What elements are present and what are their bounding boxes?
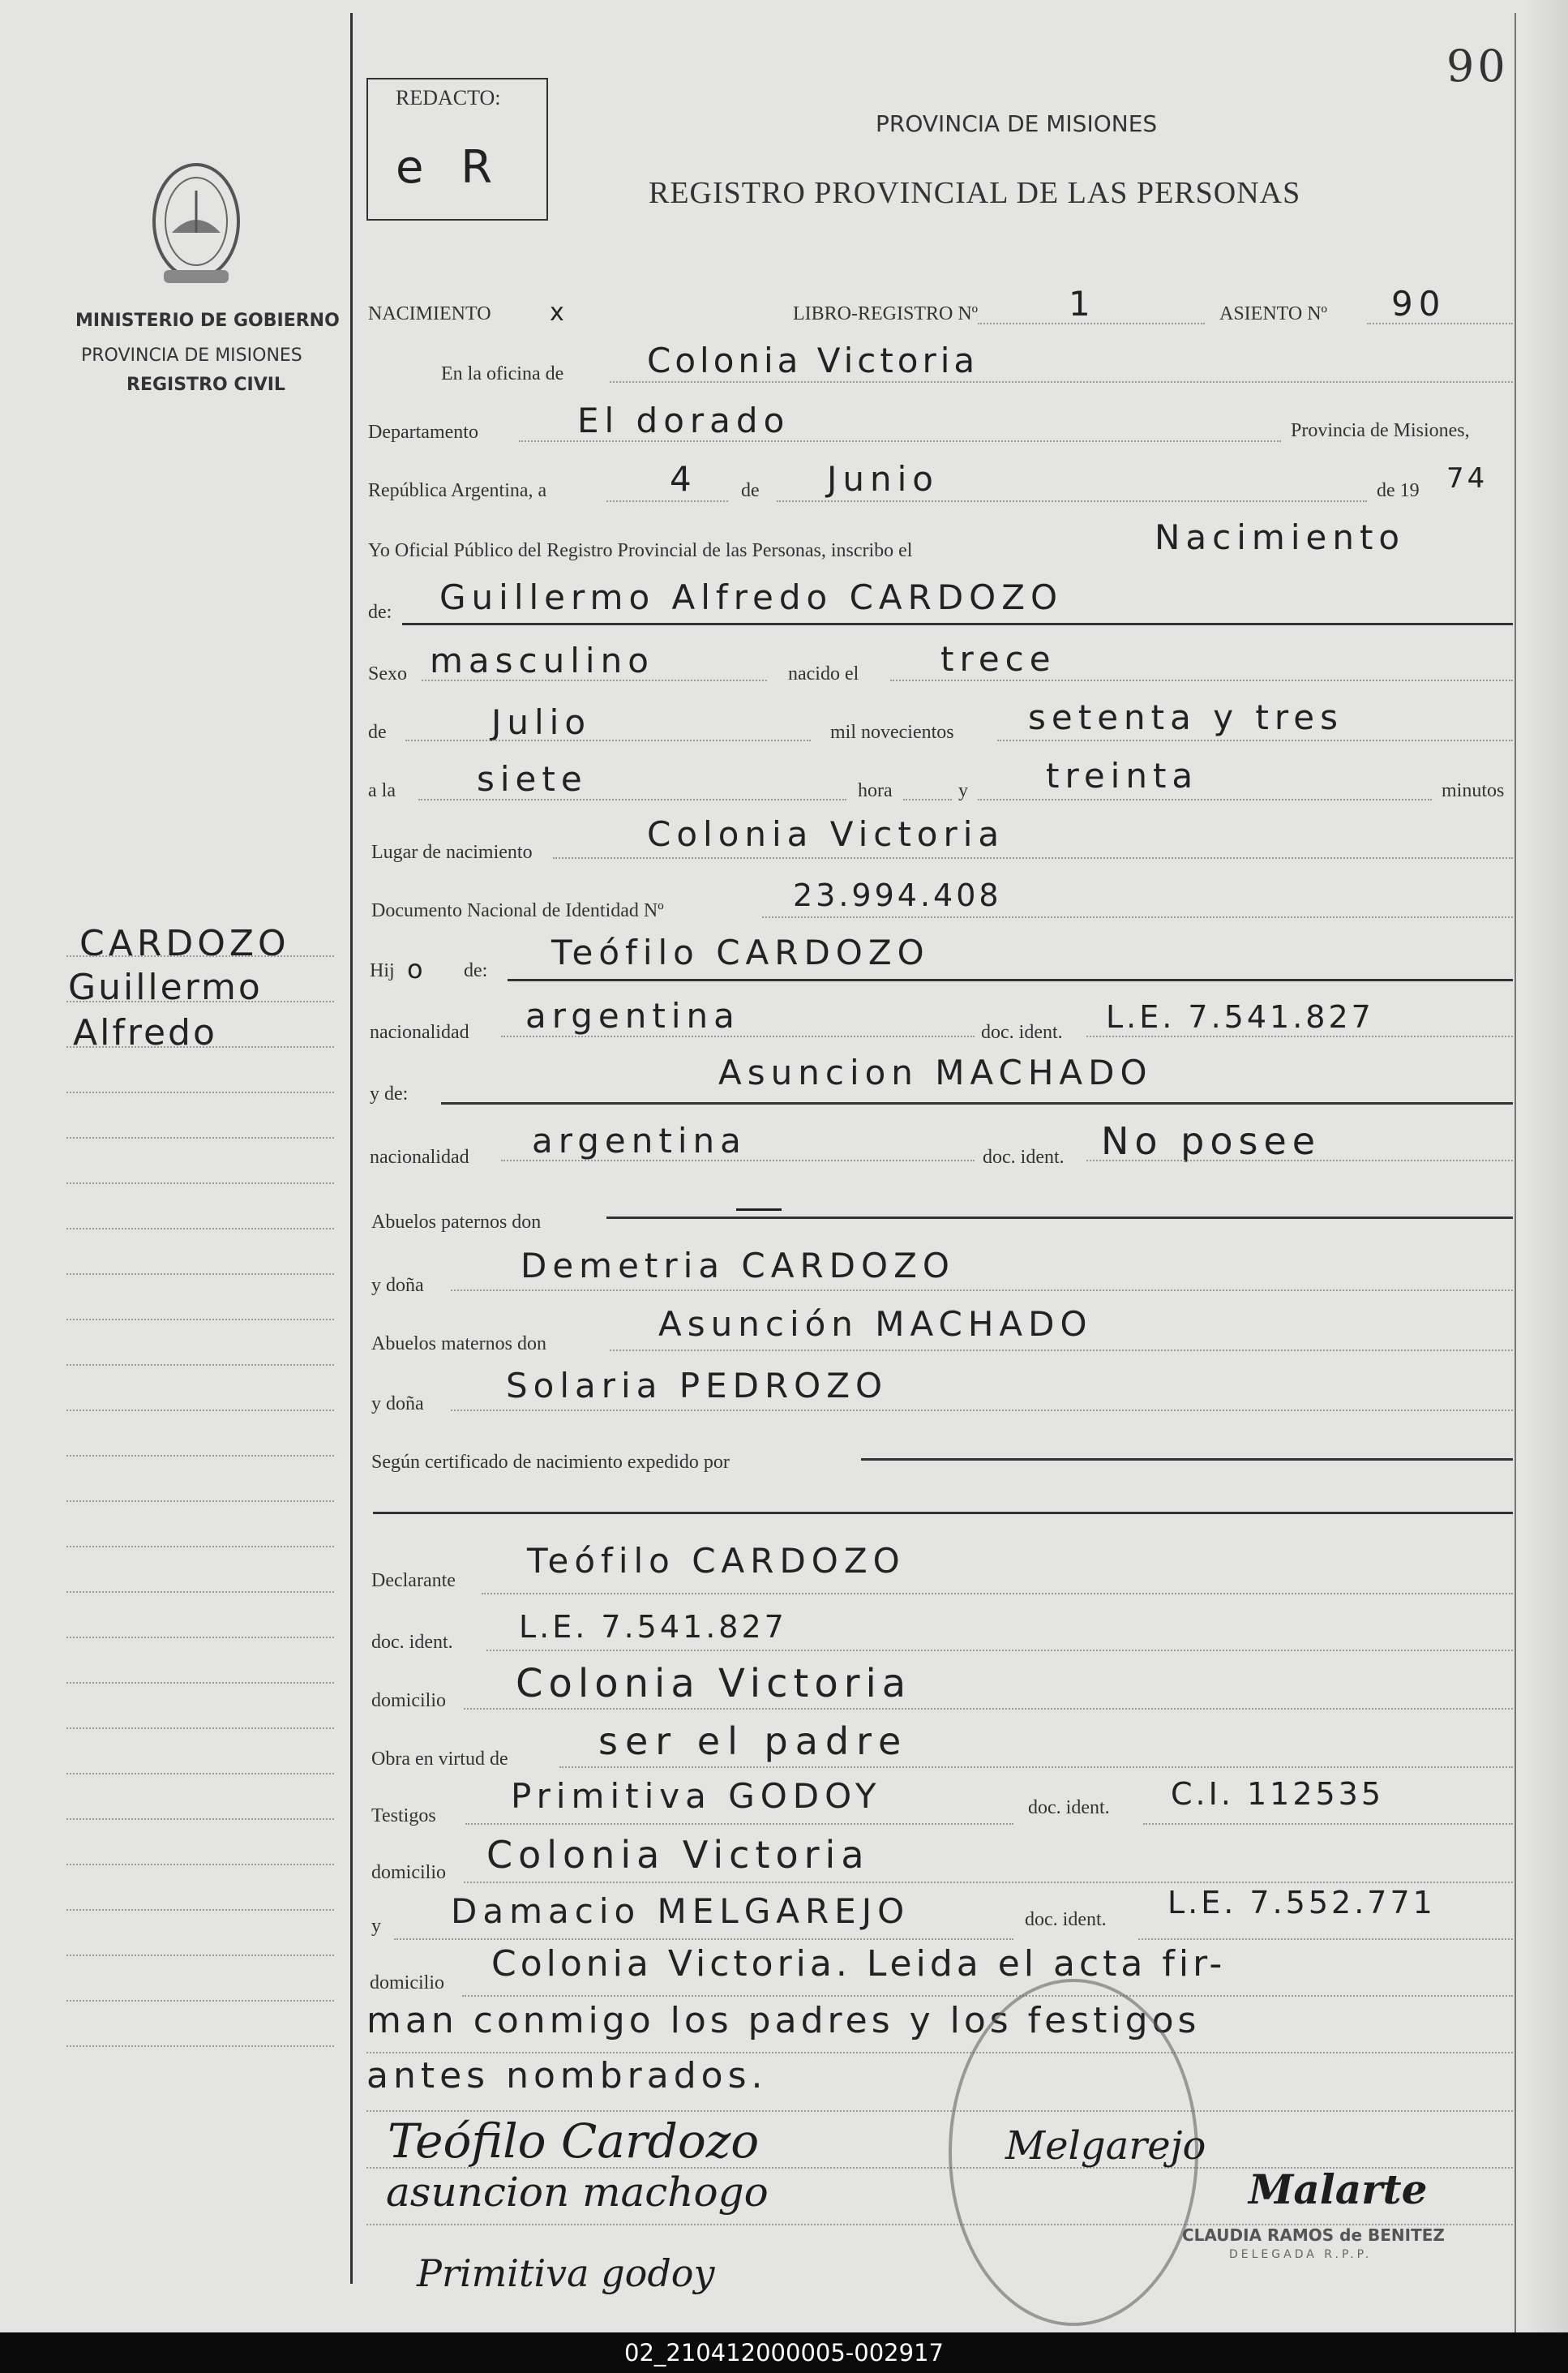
signature-madre: asuncion machogo	[386, 2169, 769, 2216]
anio-value: 74	[1446, 462, 1489, 495]
declarante-value: Teófilo CARDOZO	[527, 1541, 906, 1581]
doc2-label: doc. ident.	[983, 1147, 1065, 1168]
ministry-line1: MINISTERIO DE GOBIERNO	[75, 311, 340, 331]
province-heading: PROVINCIA DE MISIONES	[876, 110, 1158, 137]
image-id-footer: 02_210412000005-002917	[0, 2332, 1568, 2373]
departamento-label: Departamento	[368, 422, 478, 443]
declarante-label: Declarante	[371, 1570, 456, 1591]
de-label: de	[741, 480, 760, 501]
asiento-value: 90	[1391, 284, 1446, 324]
stamp-role: DELEGADA R.P.P.	[1229, 2248, 1373, 2261]
republica-label: República Argentina, a	[368, 480, 547, 501]
nac1-label: nacionalidad	[370, 1022, 469, 1043]
departamento-value: El dorado	[577, 401, 790, 440]
lugar-value: Colonia Victoria	[647, 814, 1005, 854]
doct1-value: C.I. 112535	[1171, 1776, 1385, 1812]
libro-label: LIBRO-REGISTRO Nº	[793, 303, 979, 324]
nacimiento-label: NACIMIENTO	[368, 303, 491, 324]
inscribo-value: Nacimiento	[1155, 517, 1406, 557]
closing-line1: man conmigo los padres y los festigos	[366, 2000, 1201, 2041]
ab-pat-label: Abuelos paternos don	[371, 1212, 542, 1233]
anio-nac-value: setenta y tres	[1028, 697, 1343, 737]
docdecl-label: doc. ident.	[371, 1632, 453, 1653]
provincia-label: Provincia de Misiones,	[1291, 420, 1470, 441]
mil-label: mil novecientos	[830, 722, 954, 743]
redacto-label: REDACTO:	[396, 86, 501, 109]
signature-oficial: Malarte	[1249, 2165, 1428, 2213]
obra-label: Obra en virtud de	[371, 1749, 508, 1770]
oficina-label: En la oficina de	[441, 363, 564, 384]
nac1-value: argentina	[525, 996, 740, 1036]
mes-value: Junio	[827, 459, 939, 499]
padre-value: Teófilo CARDOZO	[551, 933, 930, 972]
de2-label: de:	[368, 602, 392, 623]
sexo-value: masculino	[430, 641, 654, 680]
nacido-label: nacido el	[788, 663, 859, 684]
anio-label: de 19	[1377, 480, 1420, 501]
yo-label: Yo Oficial Público del Registro Provincial de las Personas, inscribo el	[368, 540, 913, 561]
testigo1-value: Primitiva GODOY	[511, 1776, 882, 1816]
doct2-value: L.E. 7.552.771	[1167, 1885, 1436, 1920]
docdecl-value: L.E. 7.541.827	[519, 1609, 787, 1645]
provincial-seal-icon	[139, 158, 253, 288]
testigo2-value: Damacio MELGAREJO	[451, 1891, 910, 1931]
page-number: 90	[1446, 41, 1509, 92]
ydona1-label: y doña	[371, 1275, 424, 1296]
lugar-label: Lugar de nacimiento	[371, 842, 533, 863]
domicilio2-value: Colonia Victoria	[486, 1833, 870, 1877]
domicilio3-label: domicilio	[370, 1972, 444, 1993]
ministry-line2: PROVINCIA DE MISIONES	[81, 345, 302, 366]
left-margin-rule	[350, 13, 353, 2284]
sexo-label: Sexo	[368, 663, 407, 684]
registry-heading: REGISTRO PROVINCIAL DE LAS PERSONAS	[649, 176, 1301, 210]
mes-nac-value: Julio	[491, 702, 592, 742]
redacto-box	[366, 78, 548, 221]
signature-testigo2: Melgarejo	[1005, 2123, 1206, 2169]
testigos-label: Testigos	[371, 1805, 436, 1826]
domicilio1-label: domicilio	[371, 1690, 446, 1711]
dni-value: 23.994.408	[793, 878, 1002, 913]
closing-line2: antes nombrados.	[366, 2055, 768, 2096]
de3-label: de	[368, 722, 387, 743]
abuela-pat-value: Demetria CARDOZO	[521, 1246, 955, 1285]
margin-second-name: Alfredo	[73, 1012, 217, 1053]
ydona2-label: y doña	[371, 1393, 424, 1414]
doct2-label: doc. ident.	[1025, 1909, 1107, 1930]
doct1-label: doc. ident.	[1028, 1797, 1110, 1818]
dia-value: 4	[670, 459, 697, 499]
ministry-line3: REGISTRO CIVIL	[126, 375, 285, 395]
signature-testigo1: Primitiva godoy	[417, 2251, 715, 2295]
section-divider	[373, 1512, 1513, 1514]
domicilio3-value: Colonia Victoria. Leida el acta fir-	[491, 1943, 1227, 1985]
nac2-value: argentina	[532, 1121, 747, 1161]
hora-value: siete	[477, 759, 588, 799]
dni-label: Documento Nacional de Identidad Nº	[371, 900, 664, 921]
y2-label: y	[371, 1916, 381, 1937]
hijo-o: o	[407, 954, 426, 985]
segun-label: Según certificado de nacimiento expedido por	[371, 1452, 730, 1473]
y-label: y	[958, 780, 968, 801]
hijo-label-a: Hij	[370, 960, 395, 981]
hora-label: hora	[858, 780, 893, 801]
obra-value: ser el padre	[598, 1719, 909, 1763]
oficina-value: Colonia Victoria	[647, 341, 979, 380]
redacto-value: e R	[396, 141, 504, 194]
margin-surname: CARDOZO	[79, 923, 290, 964]
minutos-label: minutos	[1442, 780, 1505, 801]
nombre-value: Guillermo Alfredo CARDOZO	[439, 577, 1064, 617]
domicilio2-label: domicilio	[371, 1862, 446, 1883]
ala-label: a la	[368, 780, 396, 801]
doc2-value: No posee	[1101, 1119, 1322, 1163]
yde-label: y de:	[370, 1084, 409, 1105]
stamp-name: CLAUDIA RAMOS de BENITEZ	[1182, 2225, 1445, 2245]
margin-first-name: Guillermo	[68, 967, 263, 1008]
right-margin-rule	[1514, 13, 1516, 2332]
abuela-mat-value: Solaria PEDROZO	[506, 1366, 889, 1405]
libro-value: 1	[1069, 284, 1096, 324]
nacimiento-mark: x	[550, 298, 568, 327]
madre-value: Asuncion MACHADO	[718, 1053, 1153, 1092]
nacido-value: trece	[940, 639, 1056, 679]
ab-pat-dash	[736, 1208, 782, 1211]
asiento-label: ASIENTO Nº	[1219, 303, 1327, 324]
ab-mat-label: Abuelos maternos don	[371, 1333, 546, 1354]
abuelo-mat-value: Asunción MACHADO	[658, 1304, 1093, 1344]
signature-declarante: Teófilo Cardozo	[388, 2113, 760, 2169]
nac2-label: nacionalidad	[370, 1147, 469, 1168]
minutos-value: treinta	[1046, 756, 1199, 796]
hijo-label-b: de:	[464, 960, 488, 981]
doc1-label: doc. ident.	[981, 1022, 1063, 1043]
domicilio1-value: Colonia Victoria	[516, 1661, 912, 1706]
doc1-value: L.E. 7.541.827	[1106, 999, 1374, 1035]
